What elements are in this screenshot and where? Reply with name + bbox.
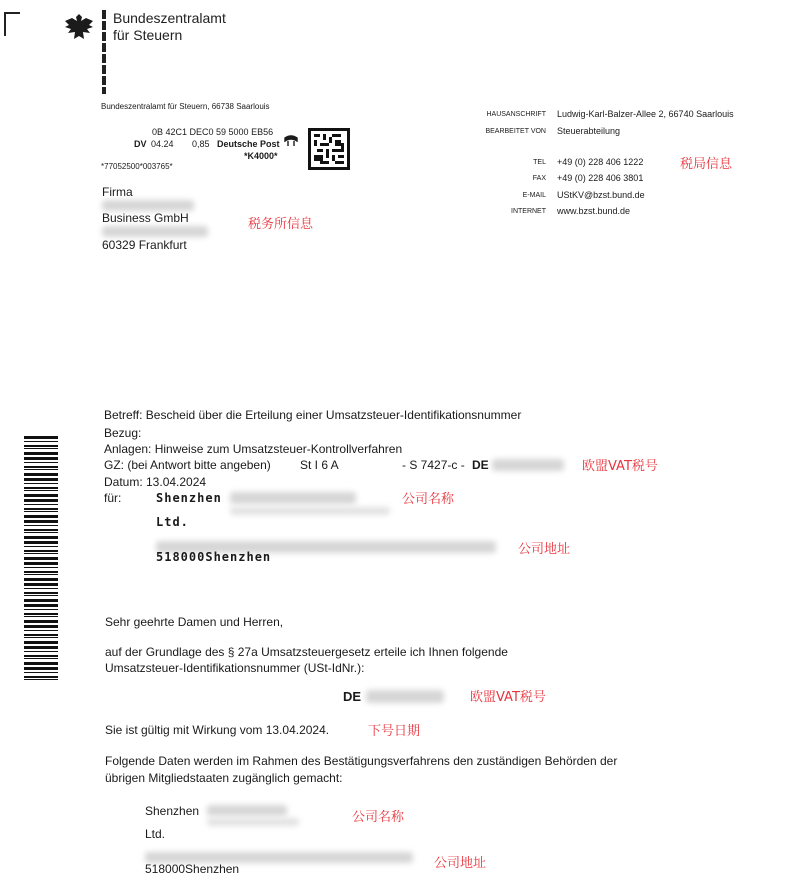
agency-stripe <box>102 10 106 94</box>
letter-gz-st: St I 6 A <box>300 458 339 472</box>
email-value: UStKV@bzst.bund.de <box>557 190 645 200</box>
company-city: 518000Shenzhen <box>156 550 272 564</box>
paragraph1-line2: Umsatzsteuer-Identifikationsnummer (USt-IdNr.): <box>105 661 365 675</box>
annotation-eu-vat-2: 欧盟VAT税号 <box>470 690 546 705</box>
vat-number-prefix: DE <box>343 689 362 704</box>
fax-label: FAX <box>532 175 546 182</box>
company2-ltd: Ltd. <box>145 827 166 841</box>
annotation-issue-date: 下号日期 <box>368 724 421 739</box>
federal-eagle-icon <box>62 12 96 42</box>
datamatrix-code <box>308 128 350 170</box>
redacted-gz-vat <box>492 459 564 471</box>
bearbeitet-value: Steuerabteilung <box>557 126 621 136</box>
hausanschrift-value: Ludwig-Karl-Balzer-Allee 2, 66740 Saarlouis <box>557 109 734 119</box>
dv-date: 04.24 <box>151 139 174 149</box>
redacted-company2-name <box>207 805 287 816</box>
sender-return-line: Bundeszentralamt für Steuern, 66738 Saarlouis <box>101 102 270 111</box>
annotation-tax-office-info: 税务所信息 <box>248 217 314 232</box>
letter-date: Datum: 13.04.2024 <box>104 475 207 489</box>
company-name: Shenzhen <box>156 491 222 505</box>
annotation-tax-bureau-info: 税局信息 <box>680 157 733 172</box>
validity-statement: Sie ist gültig mit Wirkung vom 13.04.2024. <box>105 723 330 737</box>
letter-for-label: für: <box>104 491 122 505</box>
company2-name: Shenzhen <box>145 804 200 818</box>
recipient-line1: Firma <box>102 185 133 199</box>
email-label: E-MAIL <box>522 192 546 199</box>
fold-corner-mark <box>4 12 20 36</box>
company-ltd: Ltd. <box>156 515 189 529</box>
redacted-company2-name-cont <box>207 818 299 826</box>
tracking-number: *77052500*003765* <box>101 162 173 171</box>
paragraph2-line2: übrigen Mitgliedstaaten zugänglich gemacht: <box>105 771 343 785</box>
annotation-company-name-1: 公司名称 <box>402 492 455 507</box>
postage-code: 0B 42C1 DEC0 59 5000 EB56 <box>152 127 274 137</box>
salutation: Sehr geehrte Damen und Herren, <box>105 615 284 629</box>
letter-attachments: Anlagen: Hinweise zum Umsatzsteuer-Kontrollverfahren <box>104 442 403 456</box>
recipient-line2: Business GmbH <box>102 211 189 225</box>
paragraph2-line1: Folgende Daten werden im Rahmen des Bestätigungsverfahrens den zuständigen Behörden der <box>105 754 618 768</box>
postage-amount: 0,85 <box>192 139 210 149</box>
hausanschrift-label: HAUSANSCHRIFT <box>486 111 546 118</box>
redacted-company-name-cont <box>230 507 390 515</box>
side-barcode <box>24 436 58 682</box>
letter-reference: Bezug: <box>104 426 142 440</box>
agency-name-line1: Bundeszentralamt <box>113 10 226 26</box>
carrier-name: Deutsche Post <box>217 139 280 149</box>
letter-gz-prefix: GZ: (bei Antwort bitte angeben) <box>104 458 271 472</box>
letter-gz-s: - S 7427-c - <box>402 458 465 472</box>
annotation-company-address-1: 公司地址 <box>518 542 571 557</box>
company2-city: 518000Shenzhen <box>145 862 240 876</box>
post-horn-icon <box>283 134 299 148</box>
tel-label: TEL <box>533 159 546 166</box>
letter-subject: Betreff: Bescheid über die Erteilung einer Umsatzsteuer-Identifikationsnummer <box>104 408 522 422</box>
redacted-recipient-street <box>102 226 208 237</box>
annotation-company-name-2: 公司名称 <box>352 810 405 825</box>
recipient-line3: 60329 Frankfurt <box>102 238 187 252</box>
internet-value: www.bzst.bund.de <box>557 206 631 216</box>
annotation-eu-vat-1: 欧盟VAT税号 <box>582 459 658 474</box>
k-code: *K4000* <box>244 151 278 161</box>
bearbeitet-label: BEARBEITET VON <box>485 128 546 135</box>
redacted-recipient-name <box>102 200 194 211</box>
redacted-vat-number <box>366 690 444 703</box>
fax-value: +49 (0) 228 406 3801 <box>557 173 644 183</box>
internet-label: INTERNET <box>511 208 546 215</box>
agency-name-line2: für Steuern <box>113 27 183 43</box>
paragraph1-line1: auf der Grundlage des § 27a Umsatzsteuergesetz erteile ich Ihnen folgende <box>105 645 508 659</box>
annotation-company-address-2: 公司地址 <box>434 856 487 871</box>
letter-gz-vat-prefix: DE <box>472 458 489 472</box>
dv-label: DV <box>134 139 147 149</box>
tel-value: +49 (0) 228 406 1222 <box>557 157 644 167</box>
redacted-company-name <box>230 492 356 504</box>
